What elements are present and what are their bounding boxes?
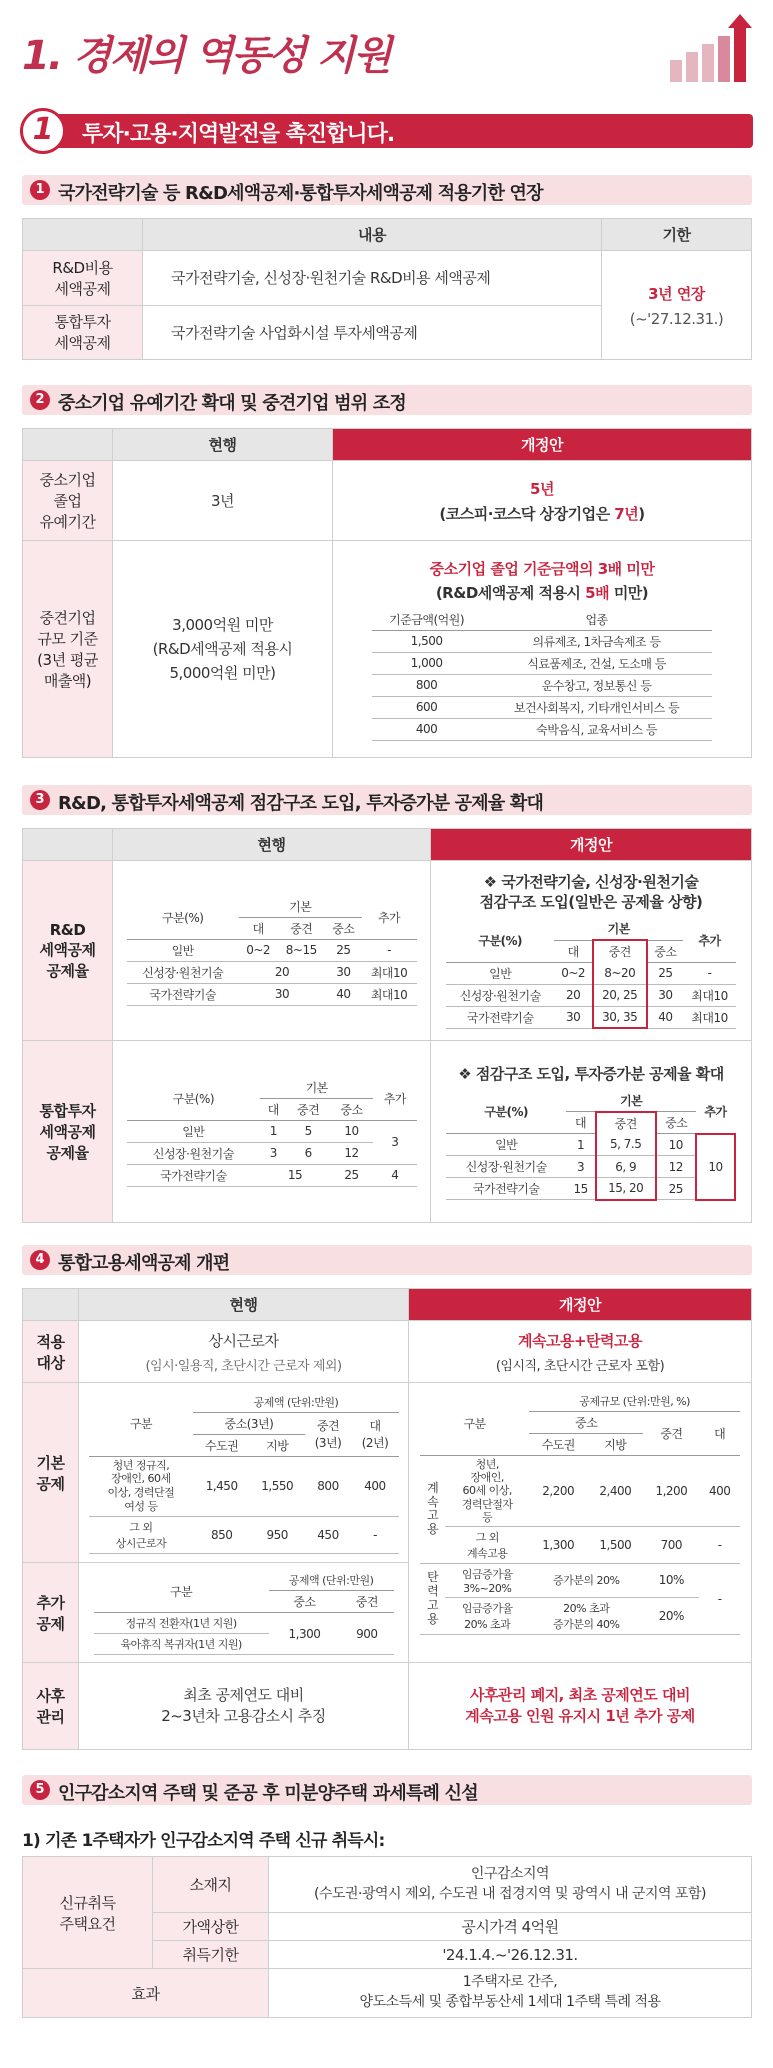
table-cell: 2,400 — [587, 1456, 643, 1527]
table-cell: 사후 관리 — [23, 1663, 79, 1750]
s3-rd-current — [127, 896, 417, 1006]
table-cell: 취득기한 — [153, 1941, 269, 1969]
table-cell: 구분(%) — [127, 1077, 261, 1121]
s3-inv-new — [446, 1090, 736, 1201]
table-cell: 기본 공제 — [23, 1383, 79, 1563]
table-cell: 임금증가율 20% 초과 — [445, 1597, 529, 1634]
table-cell: 국가전략기술 — [446, 1178, 566, 1200]
table-cell: 중소기업 졸업 유예기간 — [23, 461, 113, 541]
table-cell: 최대10 — [362, 961, 417, 983]
table-cell: 증가분의 20% — [529, 1563, 643, 1597]
s2-threshold-table — [372, 609, 712, 741]
table-cell: 추가 — [683, 918, 736, 962]
table-cell: 30 — [647, 984, 683, 1006]
table-cell: 일반 — [127, 939, 239, 961]
text-label: 3년 연장 — [648, 284, 705, 303]
table-cell: 지방 — [250, 1434, 305, 1456]
table-cell: 계 속 고 용 — [420, 1456, 445, 1564]
table-cell: 소재지 — [153, 1857, 269, 1913]
s2-table — [22, 428, 752, 758]
table-cell: 중소 — [325, 917, 361, 939]
table-cell: 업종 — [481, 609, 712, 631]
text-label: (임시직, 초단시간 근로자 포함) — [495, 1358, 665, 1374]
table-cell: 0~2 — [239, 939, 278, 961]
chapter-banner — [20, 110, 753, 152]
table-cell: 청년 정규직, 장애인, 60세 이상, 경력단절 여성 등 — [89, 1456, 194, 1516]
table-cell: 3년 — [113, 461, 333, 541]
table-cell: 20 — [239, 961, 325, 983]
table-cell: 중견 — [643, 1412, 699, 1456]
text-label: (코스피·코스닥 상장기업은 — [439, 504, 615, 523]
table-cell: 운수창고, 정보통신 등 — [481, 674, 712, 696]
table-cell: 6 — [286, 1142, 329, 1164]
table-cell: 추가 — [362, 896, 417, 940]
table-cell: 30 — [239, 983, 325, 1005]
table-cell: 15 — [566, 1178, 595, 1200]
table-cell: 구분 — [94, 1570, 269, 1613]
table-cell: 개정안 — [431, 829, 752, 861]
table-cell: 800 — [372, 674, 481, 696]
page-header — [0, 0, 773, 100]
table-cell: 중소 — [269, 1591, 341, 1613]
table-cell: 450 — [305, 1516, 352, 1553]
text-label: 중소기업 졸업 기준금액의 3배 미만 — [429, 559, 655, 578]
table-cell: 25 — [330, 1164, 373, 1186]
text-label: 5 — [30, 1780, 50, 1800]
banner-number: 1 — [20, 108, 66, 154]
table-cell: 800 — [305, 1456, 352, 1516]
table-cell: 중견 — [277, 917, 325, 939]
table-cell: 3 — [566, 1156, 595, 1178]
table-cell: 중소 — [656, 1112, 696, 1134]
table-cell: 공시가격 4억원 — [269, 1913, 752, 1941]
table-cell: 추가 — [373, 1077, 416, 1121]
s3-rd-new — [446, 918, 736, 1029]
table-cell: 0~2 — [554, 962, 592, 984]
table-cell: 내용 — [143, 219, 602, 251]
table-cell: - — [351, 1516, 398, 1553]
table-cell: 15 — [260, 1164, 330, 1186]
section-1-header — [22, 175, 752, 205]
text-label: 7년 — [614, 504, 639, 523]
table-cell: 최대10 — [683, 1006, 736, 1028]
table-cell: 효과 — [23, 1969, 269, 2018]
table-cell: 10% — [643, 1563, 699, 1597]
table-cell: 25 — [325, 939, 361, 961]
table-cell: 30 — [554, 1006, 592, 1028]
table-cell: 인구감소지역 (수도권·광역시 제외, 수도권 내 접경지역 및 광역시 내 군지역 포함) — [269, 1857, 752, 1913]
table-cell: 40 — [647, 1006, 683, 1028]
table-cell: 20% — [643, 1597, 699, 1634]
table-cell: 5 — [286, 1120, 329, 1142]
table-cell: 수도권 — [193, 1434, 250, 1456]
table-cell: 중소 — [330, 1098, 373, 1120]
text-label: ❖ 점감구조 도입, 투자증가분 공제율 확대 — [458, 1064, 724, 1083]
section-2-header — [22, 385, 752, 415]
table-cell: 신성장·원천기술 — [127, 961, 239, 983]
table-cell: 추가 — [696, 1090, 735, 1134]
table-cell: 20% 초과 증가분의 40% — [529, 1597, 643, 1634]
text-label: 미만) — [609, 583, 649, 602]
table-cell: 15, 20 — [596, 1178, 656, 1200]
table-cell: 10 — [330, 1120, 373, 1142]
table-cell: 구분(%) — [446, 918, 554, 962]
table-cell: 대 — [699, 1412, 740, 1456]
table-cell: 구분 — [420, 1391, 529, 1456]
table-cell: 통합투자 세액공제 공제율 — [23, 1041, 113, 1223]
table-cell: 8~15 — [277, 939, 325, 961]
table-cell: 1,500 — [587, 1526, 643, 1563]
section-5-header — [22, 1775, 752, 1805]
table-cell: 25 — [647, 962, 683, 984]
table-cell: 4 — [373, 1164, 416, 1186]
text-label: 2 — [30, 390, 50, 410]
table-cell: 중견 (3년) — [305, 1412, 352, 1456]
table-cell: 30 — [325, 961, 361, 983]
table-cell: 대 (2년) — [351, 1412, 398, 1456]
table-cell: 구분(%) — [446, 1090, 566, 1134]
table-cell: 지방 — [587, 1434, 643, 1456]
text-label: 5년 — [530, 479, 554, 498]
table-cell: 기본 — [239, 896, 362, 918]
table-cell: 신성장·원천기술 — [127, 1142, 261, 1164]
table-cell: 중소 — [647, 940, 683, 962]
table-cell: 기준금액(억원) — [372, 609, 481, 631]
table-cell: 20, 25 — [593, 984, 647, 1006]
table-cell: 일반 — [127, 1120, 261, 1142]
table-cell: 850 — [193, 1516, 250, 1553]
table-cell: 일반 — [446, 1134, 566, 1156]
table-cell: - — [683, 962, 736, 984]
table-cell: 10 — [656, 1134, 696, 1156]
table-cell: 대 — [554, 940, 592, 962]
text-label: 상시근로자 — [208, 1331, 279, 1350]
text-label: 1 — [30, 180, 50, 200]
s5-table — [22, 1856, 752, 2018]
table-cell: 개정안 — [333, 429, 752, 461]
table-cell: 국가전략기술 — [127, 983, 239, 1005]
table-cell: 국가전략기술 — [446, 1006, 554, 1028]
table-cell: 400 — [351, 1456, 398, 1516]
s5-subtitle: 1) 기존 1주택자가 인구감소지역 주택 신규 취득시: — [22, 1831, 385, 1851]
table-cell: R&D비용 세액공제 — [23, 251, 143, 306]
text-label: ) — [638, 504, 645, 523]
table-cell: 식료품제조, 건설, 도소매 등 — [481, 652, 712, 674]
table-cell: 구분(%) — [127, 896, 239, 940]
table-cell: - — [362, 939, 417, 961]
s3-table — [22, 828, 752, 1223]
table-cell: 기본 — [554, 918, 683, 940]
text-label: (R&D세액공제 적용시 — [435, 583, 586, 602]
table-cell: 1주택자로 간주, 양도소득세 및 종합부동산세 1세대 1주택 특례 적용 — [269, 1969, 752, 2018]
s4-basic-current — [89, 1392, 399, 1554]
page-title: 1. 경제의 역동성 지원 — [22, 33, 390, 79]
table-cell: 중견 — [286, 1098, 329, 1120]
table-cell: 최초 공제연도 대비 2~3년차 고용감소시 추징 — [79, 1663, 409, 1750]
table-cell: R&D 세액공제 공제율 — [23, 861, 113, 1041]
table-cell: 중견기업 규모 기준 (3년 평균 매출액) — [23, 541, 113, 758]
table-cell: 탄 력 고 용 — [420, 1563, 445, 1634]
table-cell: 6, 9 — [596, 1156, 656, 1178]
section-1-title: 국가전략기술 등 R&D세액공제·통합투자세액공제 적용기한 연장 — [58, 183, 543, 204]
s4-additional-current — [94, 1570, 394, 1655]
table-cell: 중견 — [596, 1112, 656, 1134]
table-cell: 5, 7.5 — [596, 1134, 656, 1156]
table-cell: 보건사회복지, 기타개인서비스 등 — [481, 696, 712, 718]
table-cell: 국가전략기술 — [127, 1164, 261, 1186]
s3-inv-current — [127, 1077, 417, 1187]
table-cell: 1,300 — [269, 1613, 341, 1655]
table-cell: 청년, 장애인, 60세 이상, 경력단절자 등 — [445, 1456, 529, 1527]
table-cell: 1,500 — [372, 630, 481, 652]
table-cell: 수도권 — [529, 1434, 587, 1456]
table-cell: 의류제조, 1차금속제조 등 — [481, 630, 712, 652]
table-cell: 국가전략기술 사업화시설 투자세액공제 — [143, 305, 602, 360]
table-cell: 20 — [554, 984, 592, 1006]
table-cell: 600 — [372, 696, 481, 718]
table-cell: 일반 — [446, 962, 554, 984]
table-cell: 950 — [250, 1516, 305, 1553]
table-cell: 1 — [260, 1120, 286, 1142]
table-cell: 공제액 (단위:만원) — [193, 1392, 398, 1413]
table-cell: 3,000억원 미만 (R&D세액공제 적용시 5,000억원 미만) — [113, 541, 333, 758]
table-cell: 대 — [239, 917, 278, 939]
table-cell: 2,200 — [529, 1456, 587, 1527]
table-cell: 700 — [643, 1526, 699, 1563]
table-cell: 신성장·원천기술 — [446, 1156, 566, 1178]
table-cell: 개정안 — [409, 1289, 752, 1321]
section-3-header — [22, 785, 752, 815]
section-4-header — [22, 1245, 752, 1275]
text-label: (임시·일용직, 초단시간 근로자 제외) — [145, 1358, 342, 1374]
s4-basic-new — [420, 1391, 740, 1635]
table-cell: 400 — [372, 718, 481, 740]
table-cell: 중견 — [340, 1591, 393, 1613]
table-cell: 추가 공제 — [23, 1563, 79, 1663]
table-cell: '24.1.4.~'26.12.31. — [269, 1941, 752, 1969]
table-cell: 10 — [696, 1134, 735, 1200]
table-cell: 25 — [656, 1178, 696, 1200]
banner-title: 투자·고용·지역발전을 촉진합니다. — [82, 122, 395, 147]
table-cell: 900 — [340, 1613, 393, 1655]
section-5-title: 인구감소지역 주택 및 준공 후 미분양주택 과세특례 신설 — [58, 1783, 478, 1804]
text-label: (~'27.12.31.) — [629, 309, 724, 328]
table-cell: 1,200 — [643, 1456, 699, 1527]
table-cell: 1,450 — [193, 1456, 250, 1516]
table-cell: 3 — [373, 1120, 416, 1164]
text-label: 4 — [30, 1250, 50, 1270]
table-cell: - — [699, 1563, 740, 1634]
table-cell: 통합투자 세액공제 — [23, 305, 143, 360]
table-cell: 대 — [566, 1112, 595, 1134]
table-cell: 1,000 — [372, 652, 481, 674]
table-cell: 공제규모 (단위:만원, %) — [529, 1391, 740, 1412]
table-cell: 12 — [330, 1142, 373, 1164]
s1-table — [22, 218, 752, 360]
table-cell: 정규직 전환자(1년 지원) — [94, 1613, 269, 1634]
section-2-title: 중소기업 유예기간 확대 및 중견기업 범위 조정 — [58, 393, 406, 414]
table-cell: 1,300 — [529, 1526, 587, 1563]
table-cell: 현행 — [113, 429, 333, 461]
table-cell: 40 — [325, 983, 361, 1005]
table-cell: 30, 35 — [593, 1006, 647, 1028]
table-cell: 가액상한 — [153, 1913, 269, 1941]
table-cell: 중소 — [529, 1412, 643, 1434]
table-cell: 8~20 — [593, 962, 647, 984]
table-cell: 기한 — [602, 219, 752, 251]
table-cell: 중견 — [593, 940, 647, 962]
table-cell: 신규취득 주택요건 — [23, 1857, 153, 1969]
table-cell: 공제액 (단위:만원) — [269, 1570, 394, 1591]
growth-chart-icon — [670, 20, 754, 82]
table-cell: 12 — [656, 1156, 696, 1178]
table-cell: 최대10 — [362, 983, 417, 1005]
table-cell: 구분 — [89, 1392, 194, 1457]
table-cell: 사후관리 폐지, 최초 공제연도 대비 계속고용 인원 유지시 1년 추가 공제 — [409, 1663, 752, 1750]
table-cell: 대 — [260, 1098, 286, 1120]
table-cell: 기본 — [260, 1077, 373, 1099]
s4-table — [22, 1288, 752, 1750]
table-cell: 숙박음식, 교육서비스 등 — [481, 718, 712, 740]
table-cell: - — [699, 1526, 740, 1563]
text-label: 5배 — [585, 583, 610, 602]
text-label: ❖ 국가전략기술, 신성장·원천기술 점감구조 도입(일반은 공제율 상향) — [479, 872, 703, 911]
table-cell: 현행 — [113, 829, 431, 861]
table-cell: 중소(3년) — [193, 1412, 304, 1434]
table-cell: 그 외 계속고용 — [445, 1526, 529, 1563]
table-cell: 1 — [566, 1134, 595, 1156]
table-cell: 400 — [699, 1456, 740, 1527]
table-cell: 3 — [260, 1142, 286, 1164]
table-cell: 육아휴직 복귀자(1년 지원) — [94, 1634, 269, 1655]
text-label: 3 — [30, 790, 50, 810]
section-4-title: 통합고용세액공제 개편 — [58, 1253, 230, 1274]
text-label: 계속고용+탄력고용 — [518, 1331, 642, 1350]
table-cell: 적용 대상 — [23, 1321, 79, 1383]
section-3-title: R&D, 통합투자세액공제 점감구조 도입, 투자증가분 공제율 확대 — [58, 793, 544, 814]
table-cell: 기본 — [566, 1090, 696, 1112]
table-cell: 1,550 — [250, 1456, 305, 1516]
table-cell: 그 외 상시근로자 — [89, 1516, 194, 1553]
table-cell: 현행 — [79, 1289, 409, 1321]
table-cell: 신성장·원천기술 — [446, 984, 554, 1006]
table-cell: 최대10 — [683, 984, 736, 1006]
table-cell: 국가전략기술, 신성장·원천기술 R&D비용 세액공제 — [143, 251, 602, 306]
table-cell: 임금증가율 3%~20% — [445, 1563, 529, 1597]
